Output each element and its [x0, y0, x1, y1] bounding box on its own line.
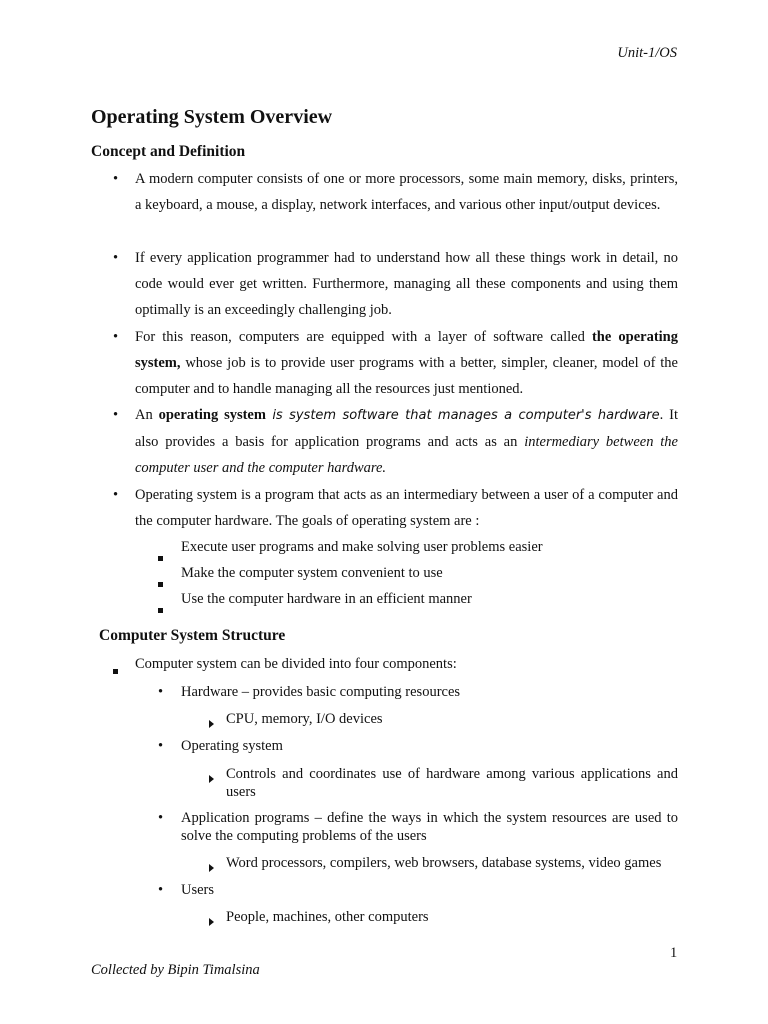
component-label: Application programs – define the ways in which the system resources are used to solve the computing problems of the users: [181, 810, 678, 844]
list-item: [158, 881, 678, 899]
text-span: An: [135, 407, 159, 423]
italic-phrase: intermediary between the computer user and the computer hardware.: [135, 434, 678, 476]
component-label: Operating system: [181, 738, 283, 754]
square-bullet-icon: [113, 661, 118, 679]
bullet-dot-icon: •: [158, 684, 164, 700]
list-item: [158, 560, 678, 586]
list-item: [158, 683, 678, 701]
list-item: [113, 245, 678, 323]
bullet-text: [135, 324, 678, 402]
section-heading-structure: Computer System Structure: [99, 627, 286, 644]
triangle-bullet-icon: [209, 770, 214, 788]
component-detail: CPU, memory, I/O devices: [226, 711, 383, 727]
page-title: Operating System Overview: [91, 106, 333, 128]
bold-term: operating system: [158, 407, 266, 423]
list-item: [113, 402, 678, 481]
list-item: [113, 655, 678, 673]
goal-text: Execute user programs and make solving user problems easier: [181, 539, 543, 555]
footer-credit: Collected by Bipin Timalsina: [91, 962, 260, 978]
list-item: [209, 908, 678, 926]
bullet-text: Operating system is a program that acts as an intermediary between a user of a computer and the computer hardware. The goals of operating system are :: [135, 487, 678, 529]
bullet-dot-icon: •: [158, 882, 164, 898]
square-bullet-icon: [158, 596, 163, 622]
triangle-bullet-icon: [209, 859, 214, 877]
bullet-text: A modern computer consists of one or more processors, some main memory, disks, printers, a keyboard, a mouse, a display, network interfaces, and various other input/output devices.: [135, 171, 678, 213]
page-number: 1: [670, 945, 678, 961]
component-detail: Word processors, compilers, web browsers, database systems, video games: [226, 855, 662, 871]
list-item: [209, 765, 678, 801]
list-item: [158, 809, 678, 845]
bullet-dot-icon: •: [158, 810, 164, 826]
component-detail: Controls and coordinates use of hardware among various applications and users: [226, 766, 678, 800]
text-span: . It also provides a basis for application programs and acts as an: [135, 407, 679, 450]
italic-definition: is system software that manages a computer's hardware: [265, 408, 660, 423]
intro-text: Computer system can be divided into four components:: [135, 656, 457, 672]
bullet-dot-icon: •: [113, 250, 119, 266]
list-item: [209, 854, 678, 872]
goal-text: Use the computer hardware in an efficient manner: [181, 591, 472, 607]
text-span: whose job is to provide user programs with a better, simpler, cleaner, model of the computer and to handle managing all the resources just mentioned.: [135, 355, 678, 397]
bullet-dot-icon: •: [113, 171, 119, 187]
text-span: For this reason, computers are equipped with a layer of software called: [135, 329, 592, 345]
component-label: Hardware – provides basic computing resources: [181, 684, 461, 700]
list-item: [209, 710, 678, 728]
triangle-bullet-icon: [209, 913, 214, 931]
bullet-dot-icon: •: [113, 407, 119, 423]
component-detail: People, machines, other computers: [226, 909, 429, 925]
bullet-dot-icon: •: [113, 329, 119, 345]
bullet-dot-icon: •: [158, 738, 164, 754]
list-item: [113, 324, 678, 402]
goal-text: Make the computer system convenient to use: [181, 565, 443, 581]
list-item: [113, 166, 678, 218]
bullet-text: If every application programmer had to understand how all these things work in detail, no code would ever get written. Furthermore, managing all these components and using them optimally is an exceedingly challenging job.: [135, 250, 678, 318]
bullet-dot-icon: •: [113, 487, 119, 503]
section-heading-concept: Concept and Definition: [91, 143, 246, 160]
bullet-text: [135, 402, 678, 481]
component-label: Users: [181, 882, 215, 898]
bold-term: the operating system,: [135, 329, 678, 371]
list-item: [158, 586, 678, 612]
list-item: [158, 534, 678, 560]
list-item: [158, 737, 678, 755]
unit-label: Unit-1/OS: [617, 45, 677, 61]
triangle-bullet-icon: [209, 715, 214, 733]
list-item: [113, 482, 678, 534]
